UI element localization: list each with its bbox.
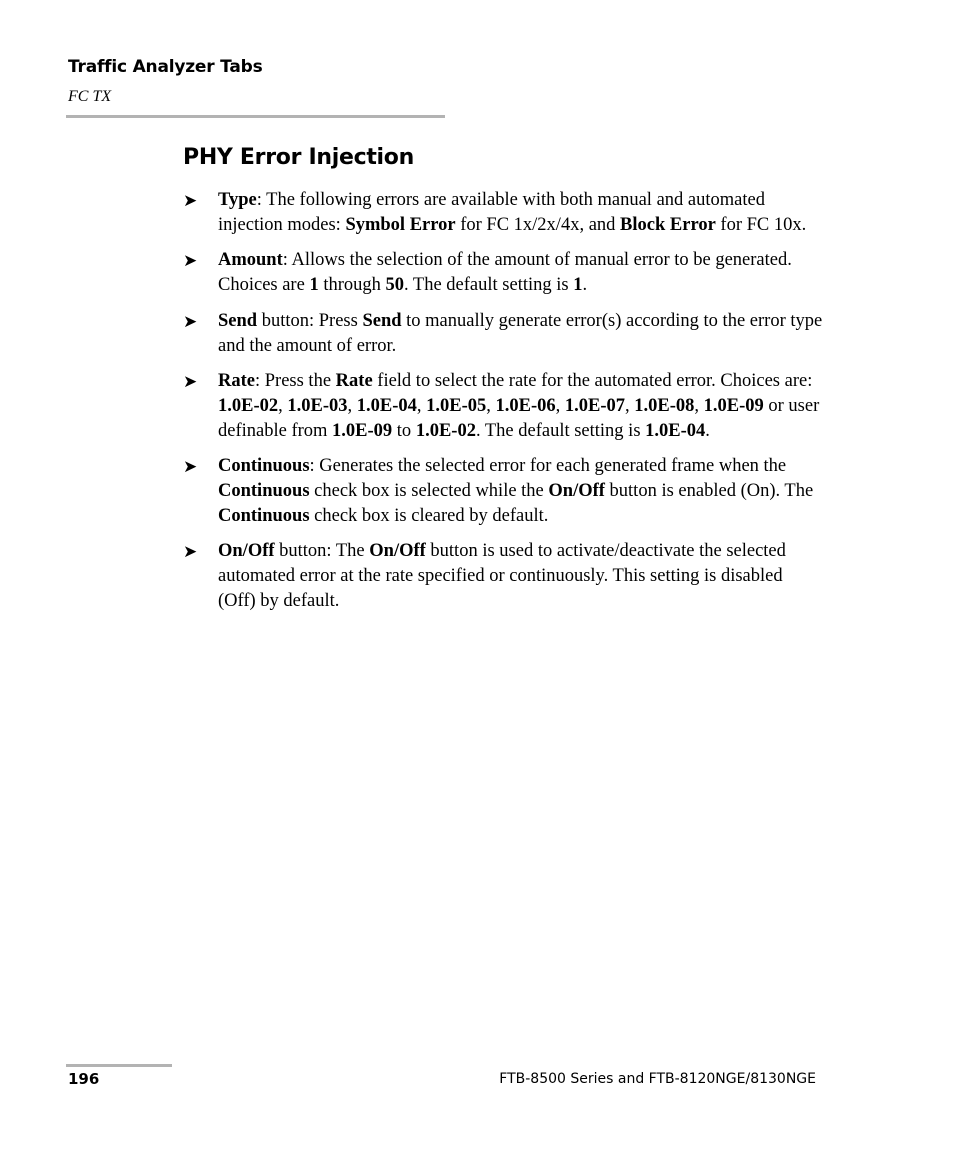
- bold-term: On/Off: [548, 481, 605, 502]
- text-run: button: The: [274, 541, 370, 562]
- text-run: ,: [416, 395, 427, 416]
- bold-term: 1.0E-04: [356, 395, 417, 416]
- text-run: button is used to activate/deactivate the selected automated error at the rate specified or continuously. This setting is disabled (Off) by default.: [218, 541, 786, 611]
- text-run: ,: [347, 395, 357, 416]
- bold-term: Symbol Error: [345, 214, 456, 235]
- header-divider: [66, 115, 445, 118]
- bold-term: On/Off: [369, 541, 426, 562]
- running-header-title: Traffic Analyzer Tabs: [68, 57, 263, 77]
- text-run: : Generates the selected error for each generated frame when the: [309, 456, 787, 477]
- bold-term: On/Off: [218, 541, 275, 562]
- bold-term: 50: [385, 275, 404, 296]
- arrow-bullet-icon: ➤: [183, 457, 198, 478]
- footer-divider: [66, 1064, 172, 1067]
- bullet-list: [183, 188, 823, 625]
- running-header-subtitle: FC TX: [68, 88, 112, 105]
- bullet-text: [218, 311, 822, 356]
- text-run: : Press the: [254, 371, 336, 392]
- bold-term: 1.0E-09: [332, 420, 393, 441]
- text-run: ,: [555, 395, 565, 416]
- text-run: : The following errors are available with both manual and automated injection modes:: [218, 190, 765, 235]
- bold-term: 1: [573, 275, 583, 296]
- text-run: check box is cleared by default.: [309, 505, 549, 526]
- bullet-item-rate: [183, 369, 823, 443]
- text-run: .: [582, 275, 588, 296]
- text-run: : Allows the selection of the amount of manual error to be generated. Choices are: [218, 250, 792, 296]
- bold-term: 1.0E-09: [703, 395, 764, 416]
- text-run: to manually generate error(s) according to the error type and the amount of error.: [218, 310, 823, 356]
- text-run: .: [705, 420, 710, 441]
- text-run: button: Press: [257, 310, 363, 331]
- arrow-bullet-icon: ➤: [183, 542, 198, 563]
- text-run: ,: [278, 395, 288, 416]
- text-run: for FC 10x.: [715, 214, 807, 235]
- footer-product-name: FTB-8500 Series and FTB-8120NGE/8130NGE: [499, 1071, 816, 1087]
- bold-term: Type: [218, 190, 257, 210]
- text-run: through: [318, 275, 386, 296]
- bullet-item-amount: [183, 248, 823, 297]
- text-run: ,: [694, 395, 704, 416]
- bold-term: 1.0E-04: [645, 420, 706, 441]
- bullet-text: [218, 190, 806, 235]
- bold-term: 1.0E-03: [287, 395, 348, 416]
- arrow-bullet-icon: ➤: [183, 191, 198, 211]
- bullet-item-on-off: [183, 539, 823, 613]
- bold-term: 1.0E-08: [634, 395, 695, 416]
- bullet-text: [218, 541, 786, 610]
- bold-term: 1: [309, 275, 319, 296]
- section-title: PHY Error Injection: [183, 145, 414, 170]
- bold-term: Amount: [218, 250, 283, 271]
- text-run: . The default setting is: [475, 420, 646, 441]
- arrow-bullet-icon: ➤: [183, 311, 198, 332]
- arrow-bullet-icon: ➤: [183, 372, 198, 393]
- bullet-text: [218, 371, 819, 440]
- text-run: ,: [486, 395, 496, 416]
- bold-term: Send: [362, 310, 402, 331]
- text-run: . The default setting is: [404, 275, 574, 296]
- bold-term: Continuous: [218, 481, 310, 502]
- bold-term: Block Error: [620, 214, 716, 235]
- bullet-item-send: [183, 309, 823, 358]
- bold-term: Continuous: [218, 456, 310, 477]
- bullet-text: [218, 456, 813, 525]
- bold-term: 1.0E-06: [495, 395, 556, 416]
- text-run: for FC 1x/2x/4x, and: [455, 214, 621, 235]
- text-run: check box is selected while the: [309, 481, 549, 502]
- bullet-item-continuous: [183, 454, 823, 528]
- bold-term: Send: [218, 310, 258, 331]
- page-number: 196: [68, 1070, 100, 1088]
- bold-term: 1.0E-07: [564, 395, 625, 416]
- text-run: or user definable from: [218, 395, 820, 441]
- text-run: button is enabled (On). The: [604, 481, 814, 502]
- text-run: ,: [625, 395, 635, 416]
- bold-term: 1.0E-02: [218, 395, 279, 416]
- bold-term: 1.0E-02: [415, 420, 476, 441]
- bold-term: Rate: [218, 371, 255, 392]
- bold-term: Rate: [335, 371, 373, 392]
- bullet-item-type: [183, 188, 823, 237]
- text-run: to: [392, 420, 416, 441]
- arrow-bullet-icon: ➤: [183, 251, 198, 272]
- bold-term: Continuous: [218, 505, 310, 526]
- text-run: field to select the rate for the automated error. Choices are:: [372, 371, 813, 392]
- bold-term: 1.0E-05: [426, 395, 487, 416]
- bullet-text: [218, 250, 792, 295]
